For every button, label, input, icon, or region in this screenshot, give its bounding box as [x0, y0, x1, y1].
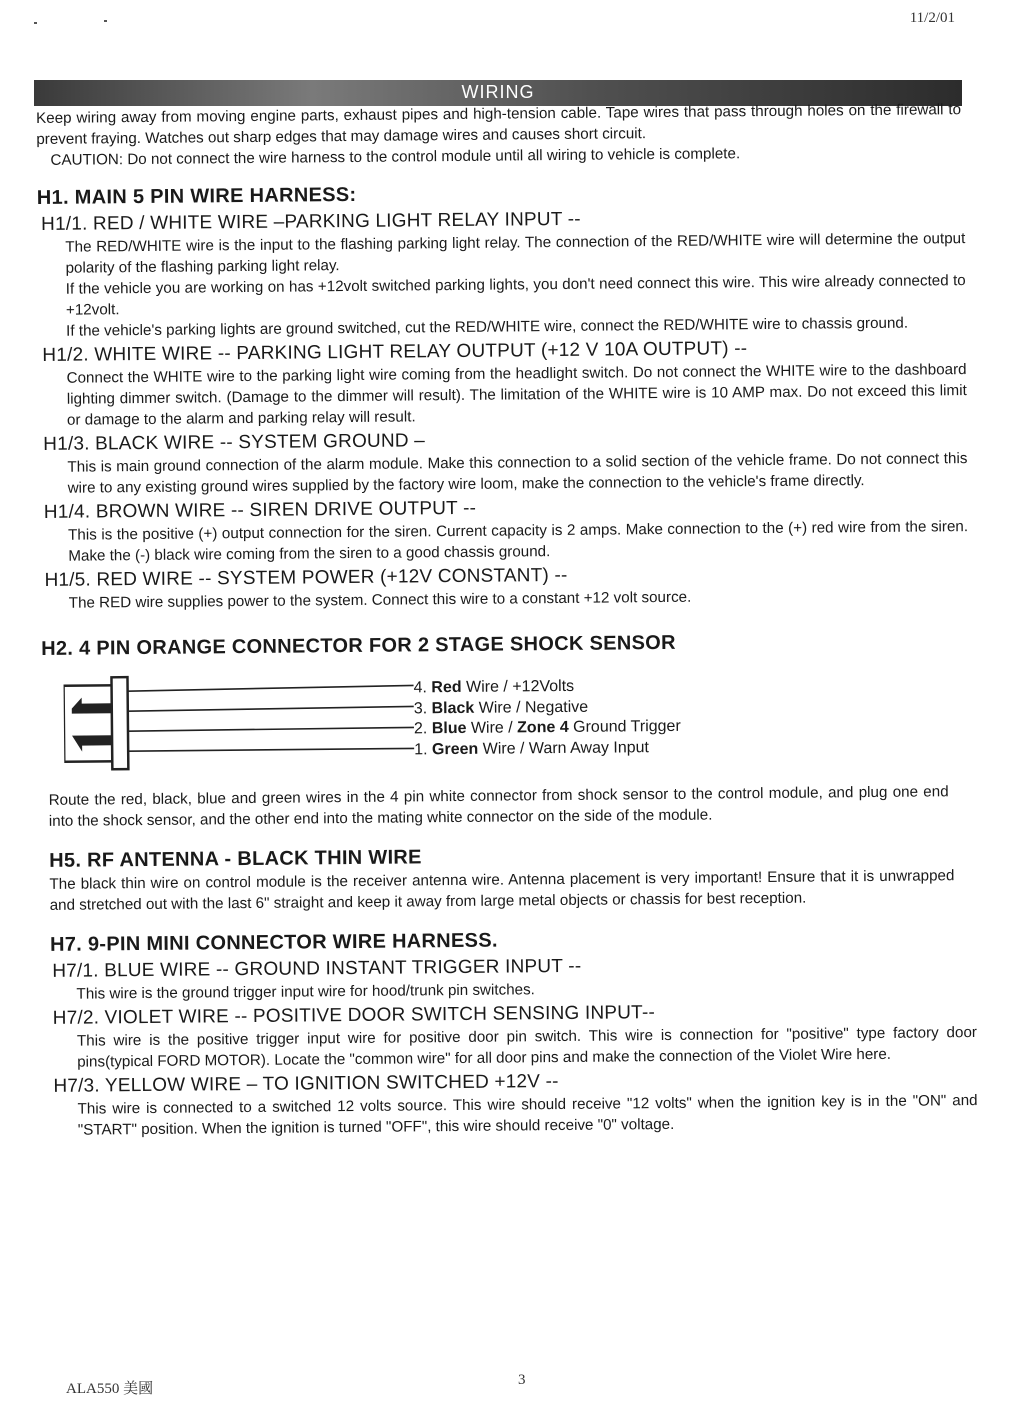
wire-line-green: [128, 748, 414, 751]
item-heading: H1/3. BLACK WIRE -- SYSTEM GROUND –: [43, 430, 426, 455]
banner-title: WIRING: [461, 82, 535, 102]
section-heading-h7: H7. 9-PIN MINI CONNECTOR WIRE HARNESS.: [49, 929, 498, 956]
h7-item: [52, 951, 984, 1005]
item-body: This is the positive (+) output connection for the siren. Current capacity is 2 amps. Make connection to the (+) red wire from the siren. Make the (-) black wire coming from the siren to a good chassis ground.: [68, 518, 969, 565]
shock-sensor-connector-diagram: [63, 665, 982, 774]
wire-line-blue: [128, 727, 414, 731]
scan-speck: [104, 20, 107, 22]
h7-item: [53, 1066, 986, 1141]
h1-item: [44, 560, 980, 614]
item-heading: H7/2. VIOLET WIRE -- POSITIVE DOOR SWITCH SENSING INPUT--: [52, 1002, 656, 1029]
wire-label: 1. Green Wire / Warn Away Input: [414, 738, 650, 758]
h1-item: [44, 492, 981, 567]
item-body: This wire is the positive trigger input wire for positive door pin switch. This wire is connection for "positive" type factory door pins(typical FORD MOTOR). Locate the "common wire" for all door pins and make the connection of the Violet Wire here.: [76, 1024, 977, 1071]
item-body: This wire is the ground trigger input wire for hood/trunk pin switches.: [76, 981, 535, 1003]
item-heading: H1/2. WHITE WIRE -- PARKING LIGHT RELAY OUTPUT (+12 V 10A OUTPUT) --: [42, 338, 748, 366]
h1-item: [41, 204, 978, 342]
page-content: [36, 99, 986, 1141]
item-heading: H1/4. BROWN WIRE -- SIREN DRIVE OUTPUT --: [43, 497, 477, 523]
page-number: 3: [518, 1372, 526, 1388]
h7-item: [53, 998, 986, 1073]
item-heading: H1/1. RED / WHITE WIRE –PARKING LIGHT RELAY INPUT --: [41, 208, 581, 235]
h5-paragraph: The black thin wire on control module is the receiver antenna wire. Antenna placement is very important! Ensure that it is unwrapped and stretched out with the last 6" straight and keep it away from large metal objects or chassis for best reception.: [49, 867, 955, 914]
wire-label: 2. Blue Wire / Zone 4 Ground Trigger: [413, 717, 681, 738]
connector-latch: [72, 735, 112, 751]
item-heading: H1/5. RED WIRE -- SYSTEM POWER (+12V CONSTANT) --: [44, 564, 568, 591]
footer-model: ALA550 美國: [66, 1381, 154, 1397]
wire-label: 3. Black Wire / Negative: [413, 698, 589, 717]
item-body: This wire is connected to a switched 12 volts source. This wire should receive "12 volts" when the ignition key is in the "ON" and "START" position. When the ignition is turned "OFF", this wire should receive "0" voltage.: [77, 1092, 978, 1139]
item-body: If the vehicle's parking lights are ground switched, cut the RED/WHITE wire, connect the RED/WHITE wire to chassis ground.: [66, 314, 909, 340]
connector-drawing: [63, 670, 424, 773]
scan-speck: [34, 22, 37, 24]
intro-paragraph: Keep wiring away from moving engine parts, exhaust pipes and high-tension cable. Tape wires that pass through holes on the firewall to prevent fraying. Watches out sharp edges that may damage wires and causes short circuit.: [36, 101, 962, 148]
h1-item: [43, 424, 980, 499]
item-body: The RED wire supplies power to the system. Connect this wire to a constant +12 volt source.: [68, 588, 692, 612]
wire-line-black: [128, 706, 414, 711]
item-body: Connect the WHITE wire to the parking light wire coming from the headlight switch. Do not connect the WHITE wire to the dashboard lighting dimmer switch. (Damage to the dimmer will result). The limitation of the WHITE wire is 10 AMP max. Do not exceed this limit or damage to the alarm and parking relay will result.: [66, 361, 967, 429]
item-body: This is main ground connection of the alarm module. Make this connection to a solid section of the vehicle frame. Do not connect this wire to any existing ground wires supplied by the factory wire loom, make the connection to the vehicle's frame directly.: [67, 450, 968, 497]
caution-text: CAUTION: Do not connect the wire harness to the control module until all wiring to vehicle is complete.: [50, 145, 741, 169]
connector-latch: [72, 697, 112, 713]
item-body: The RED/WHITE wire is the input to the flashing parking light relay. The connection of the RED/WHITE wire will determine the output polarity of the flashing parking light relay.: [65, 230, 966, 277]
connector-flange: [111, 677, 128, 769]
h2-paragraph: Route the red, black, blue and green wires in the 4 pin white connector from shock sensor to the control module, and plug one end into the shock sensor, and the other end into the mating white connector on the side of the module.: [48, 783, 949, 830]
wire-line-red: [128, 685, 414, 691]
item-body: If the vehicle you are working on has +12volt switched parking lights, you don't need connect this wire. This wire already connected to +12volt.: [65, 272, 966, 319]
item-heading: H7/1. BLUE WIRE -- GROUND INSTANT TRIGGER INPUT --: [52, 955, 582, 982]
wire-label: 4. Red Wire / +12Volts: [413, 677, 575, 697]
section-heading-h2: H2. 4 PIN ORANGE CONNECTOR FOR 2 STAGE SHOCK SENSOR: [41, 631, 676, 660]
h1-item: [42, 335, 979, 431]
section-heading-h1: H1. MAIN 5 PIN WIRE HARNESS:: [36, 183, 357, 209]
section-heading-h5: H5. RF ANTENNA - BLACK THIN WIRE: [49, 846, 422, 872]
page-date: 11/2/01: [909, 10, 955, 26]
item-heading: H7/3. YELLOW WIRE – TO IGNITION SWITCHED +12V --: [53, 1071, 559, 1097]
wire-list: [413, 676, 681, 761]
